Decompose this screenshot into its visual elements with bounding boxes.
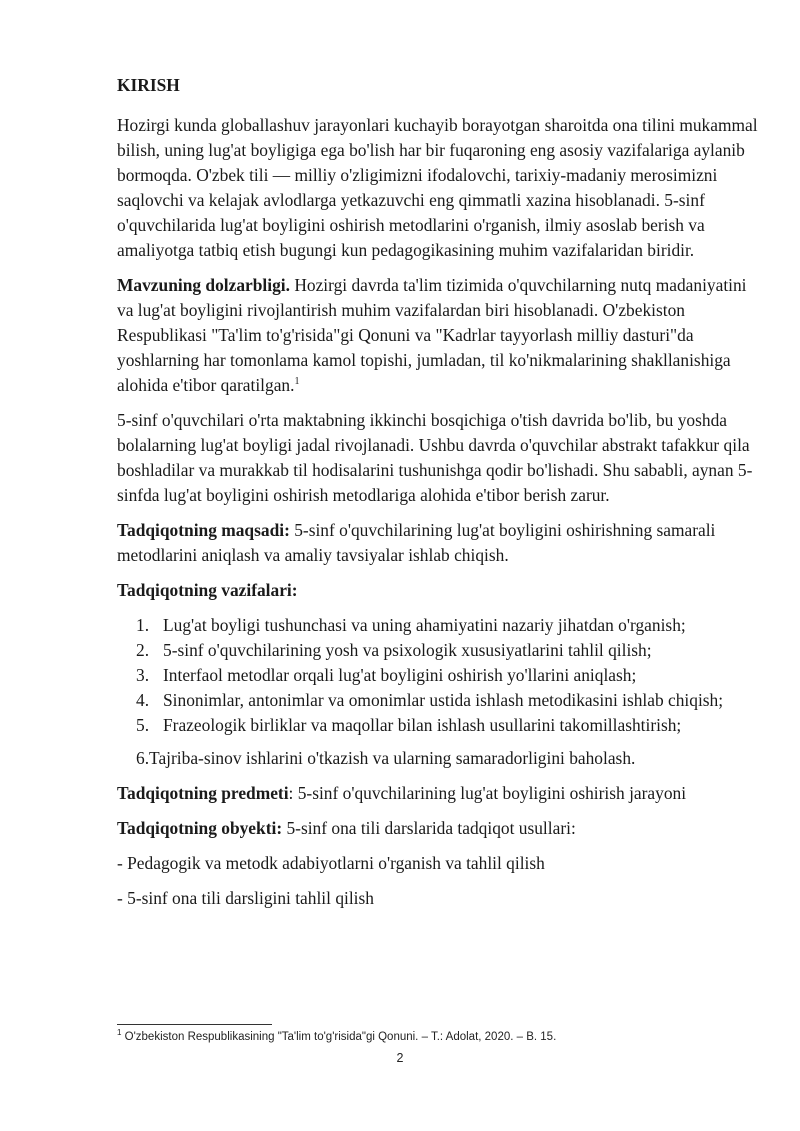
list-item [117, 613, 762, 638]
list-item-number: 2. [136, 640, 150, 660]
goal-text: 5-sinf o'quvchilarining lug'at boyligini oshirishning samarali metodlarini aniqlash va amaliy tavsiyalar ishlab chiqish. [117, 520, 716, 565]
subject-text: : 5-sinf o'quvchilarining lug'at boyligini oshirish jarayoni [288, 783, 687, 803]
page-number: 2 [396, 1051, 404, 1065]
list-item-text: Lug'at boyligi tushunchasi va uning ahamiyatini nazariy jihatdan o'rganish; [163, 615, 686, 635]
object-paragraph [117, 816, 762, 841]
list-item-number: 4. [136, 690, 150, 710]
list-item-number: 5. [136, 715, 150, 735]
method-item: - 5-sinf ona tili darsligini tahlil qilish [117, 888, 374, 908]
object-lead: Tadqiqotning obyekti: [117, 818, 283, 838]
list-item-text: 5-sinf o'quvchilarining yosh va psixologik xususiyatlarini tahlil qilish; [163, 640, 652, 660]
list-item-text: Interfaol metodlar orqali lug'at boyligini oshirish yo'llarini aniqlash; [163, 665, 637, 685]
list-item-text: Frazeologik birliklar va maqollar bilan ishlash usullarini takomillashtirish; [163, 715, 682, 735]
goal-lead: Tadqiqotning maqsadi: [117, 520, 290, 540]
footnote [117, 1030, 762, 1045]
subject-paragraph [117, 781, 762, 806]
tasks-list [117, 613, 762, 738]
relevance-lead: Mavzuning dolzarbligi. [117, 275, 290, 295]
goal-paragraph [117, 518, 762, 568]
tasks-heading [117, 578, 762, 603]
list-item-text: Sinonimlar, antonimlar va omonimlar ustida ishlash metodikasini ishlab chiqish; [163, 690, 724, 710]
list-item [117, 638, 762, 663]
intro-paragraph: Hozirgi kunda globallashuv jarayonlari kuchayib borayotgan sharoitda ona tilini mukammal bilish, uning lug'at boyligiga ega bo'lish har bir fuqaroning eng asosiy vazifalariga aylanib bormoqda. O'zbek tili — milliy o'zligimizni ifodalovchi, tarixiy-madaniy merosimizni saqlovchi va kelajak avlodlarga yetkazuvchi eng qimmatli xazina hisoblanadi. 5-sinf o'quvchilarida lug'at boyligini oshirish metodlarini o'rganish, ilmiy asoslab berish va amaliyotga tatbiq etish bugungi kun pedagogikasining muhim vazifalaridan biridir. [117, 115, 758, 260]
page-content [117, 73, 762, 921]
relevance-text: Hozirgi davrda ta'lim tizimida o'quvchilarning nutq madaniyatini va lug'at boyligini rivojlantirish muhim vazifalardan biri hisoblanadi. O'zbekiston Respublikasi "Ta'lim to'g'risida"gi Qonuni va "Kadrlar tayyorlash milliy dasturi"da yoshlarning har tomonlama kamol topishi, jumladan, til ko'nikmalarining shakllanishiga alohida e'tibor qaratilgan. [117, 275, 747, 395]
list-item-number: 1. [136, 615, 150, 635]
footnote-mark: 1 [117, 1028, 122, 1038]
list-item-number: 3. [136, 665, 150, 685]
tasks-lead: Tadqiqotning vazifalari: [117, 580, 298, 600]
list-item [117, 713, 762, 738]
object-text: 5-sinf ona tili darslarida tadqiqot usullari: [282, 818, 576, 838]
task-item-6: 6.Tajriba-sinov ishlarini o'tkazish va ularning samaradorligini baholash. [136, 748, 636, 768]
footnote-reference[interactable]: 1 [294, 376, 300, 388]
footnote-separator [117, 1024, 272, 1025]
list-item [117, 663, 762, 688]
age-paragraph: 5-sinf o'quvchilari o'rta maktabning ikkinchi bosqichiga o'tish davrida bo'lib, bu yoshda bolalarning lug'at boyligi jadal rivojlanadi. Ushbu davrda o'quvchilar abstrakt tafakkur qila boshladilar va murakkab til hodisalarini tushunishga qodir bo'lishadi. Shu sababli, aynan 5-sinfda lug'at boyligini oshirish metodlariga alohida e'tibor berish zarur. [117, 410, 753, 505]
relevance-paragraph [117, 273, 762, 398]
subject-lead: Tadqiqotning predmeti [117, 783, 289, 803]
footnote-text: O'zbekiston Respublikasining "Ta'lim to'g'risida"gi Qonuni. – T.: Adolat, 2020. – B. 15. [121, 1031, 557, 1043]
section-title: KIRISH [117, 75, 180, 95]
list-item [117, 688, 762, 713]
method-item: - Pedagogik va metodk adabiyotlarni o'rganish va tahlil qilish [117, 853, 545, 873]
